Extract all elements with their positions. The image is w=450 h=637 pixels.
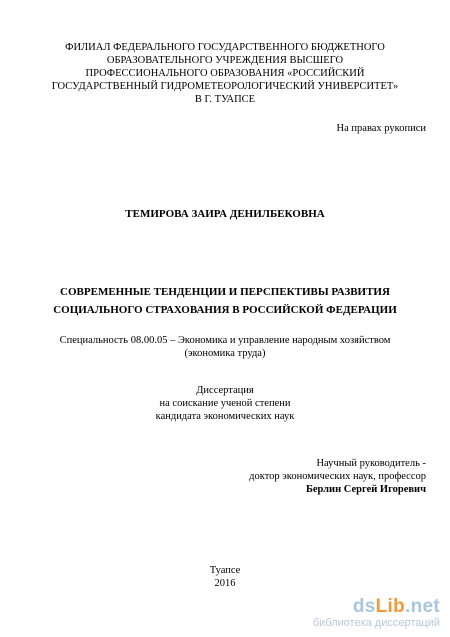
dissertation-line-3: кандидата экономических наук xyxy=(155,411,295,422)
header-line-2: ОБРАЗОВАТЕЛЬНОГО УЧРЕЖДЕНИЯ ВЫСШЕГО xyxy=(106,55,344,66)
dslib-watermark xyxy=(313,597,440,629)
rights-note: На правах рукописи xyxy=(336,123,426,134)
logo-ds: ds xyxy=(352,596,376,617)
dslib-logo xyxy=(313,597,440,617)
dissertation-line-2: на соискание ученой степени xyxy=(159,398,291,409)
title-line-1: СОВРЕМЕННЫЕ ТЕНДЕНЦИИ И ПЕРСПЕКТИВЫ РАЗВИТИЯ xyxy=(60,286,390,298)
logo-net: .net xyxy=(405,596,440,617)
header-line-1: ФИЛИАЛ ФЕДЕРАЛЬНОГО ГОСУДАРСТВЕННОГО БЮДЖЕТНОГО xyxy=(65,42,385,53)
advisor-line-2: доктор экономических наук, профессор xyxy=(249,471,426,482)
header-line-4: ГОСУДАРСТВЕННЫЙ ГИДРОМЕТЕОРОЛОГИЧЕСКИЙ УНИВЕРСИТЕТ» xyxy=(51,81,399,92)
specialty-line-1: Специальность 08.00.05 – Экономика и управление народным хозяйством xyxy=(59,335,391,346)
advisor-name: Берлин Сергей Игоревич xyxy=(305,484,426,495)
year: 2016 xyxy=(214,578,236,589)
logo-lib: Lib xyxy=(375,596,406,617)
header-line-3: ПРОФЕССИОНАЛЬНОГО ОБРАЗОВАНИЯ «РОССИЙСКИЙ xyxy=(85,68,365,79)
specialty-line-2: (экономика труда) xyxy=(184,348,266,359)
advisor-line-1: Научный руководитель - xyxy=(316,458,426,469)
author-name: ТЕМИРОВА ЗАИРА ДЕНИЛБЕКОВНА xyxy=(125,208,325,220)
watermark-subtitle: библиотека диссертаций xyxy=(312,617,440,629)
header-line-5: В Г. ТУАПСЕ xyxy=(194,94,256,105)
city: Туапсе xyxy=(209,565,241,576)
dissertation-line-1: Диссертация xyxy=(196,385,254,396)
title-line-2: СОЦИАЛЬНОГО СТРАХОВАНИЯ В РОССИЙСКОЙ ФЕДЕРАЦИИ xyxy=(53,304,397,316)
